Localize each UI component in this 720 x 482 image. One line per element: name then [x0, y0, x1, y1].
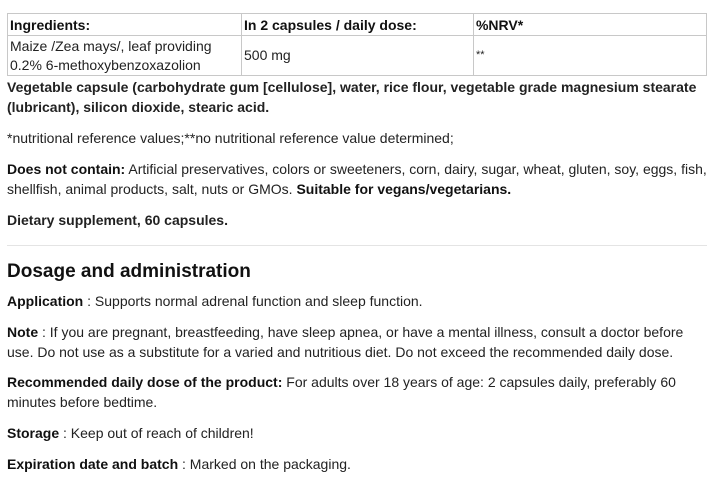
storage [7, 423, 707, 443]
note-label: Note [7, 324, 39, 340]
application [7, 291, 707, 311]
suitable-for-vegans: Suitable for vegans/vegetarians. [296, 181, 512, 197]
ingredients-table [7, 13, 707, 76]
dose-cell: 500 mg [242, 36, 474, 76]
storage-label: Storage [7, 425, 60, 441]
note-text: : If you are pregnant, breastfeeding, have sleep apnea, or have a mental illness, consult a doctor before use. Do not use as a substitute for a varied and nutritious diet. Do not exceed the recommended daily dose. [7, 324, 684, 360]
does-not-contain-text: Artificial preservatives, colors or sweeteners, corn, dairy, sugar, wheat, gluten, soy, eggs, fish, shellfish, animal products, salt, nuts or GMOs. [7, 161, 707, 197]
header-nrv: %NRV* [473, 14, 706, 36]
dietary-supplement: Dietary supplement, 60 capsules. [7, 212, 228, 228]
expiration-text: : Marked on the packaging. [178, 456, 351, 472]
nrv-cell: ** [473, 36, 706, 76]
table-row [8, 36, 707, 76]
product-info-content [7, 0, 707, 474]
ingredient-cell [8, 36, 242, 76]
ingredient-line-1: Maize /Zea mays/, leaf providing [10, 37, 212, 54]
reference-values-note: *nutritional reference values;**no nutritional reference value determined; [7, 130, 454, 146]
header-ingredients: Ingredients: [8, 14, 242, 36]
section-divider [7, 245, 707, 246]
recommended-dose [7, 372, 707, 412]
note [7, 322, 707, 362]
application-text: : Supports normal adrenal function and sleep function. [83, 293, 423, 309]
storage-text: : Keep out of reach of children! [59, 425, 254, 441]
does-not-contain-label: Does not contain: [7, 161, 126, 177]
recommended-dose-label: Recommended daily dose of the product: [7, 374, 283, 390]
does-not-contain [7, 159, 707, 199]
dosage-heading: Dosage and administration [7, 261, 251, 282]
capsule-composition: Vegetable capsule (carbohydrate gum [cellulose], water, rice flour, vegetable grade magnesium stearate (lubricant), silicon dioxide, stearic acid. [7, 79, 697, 115]
header-dose: In 2 capsules / daily dose: [242, 14, 474, 36]
table-header-row [8, 14, 707, 36]
recommended-dose-text: For adults over 18 years of age: 2 capsules daily, preferably 60 minutes before bedtime. [7, 374, 676, 410]
expiration [7, 454, 707, 474]
ingredient-line-2: 0.2% 6-methoxybenzoxazolion [10, 56, 201, 73]
expiration-label: Expiration date and batch [7, 456, 179, 472]
application-label: Application [7, 293, 84, 309]
